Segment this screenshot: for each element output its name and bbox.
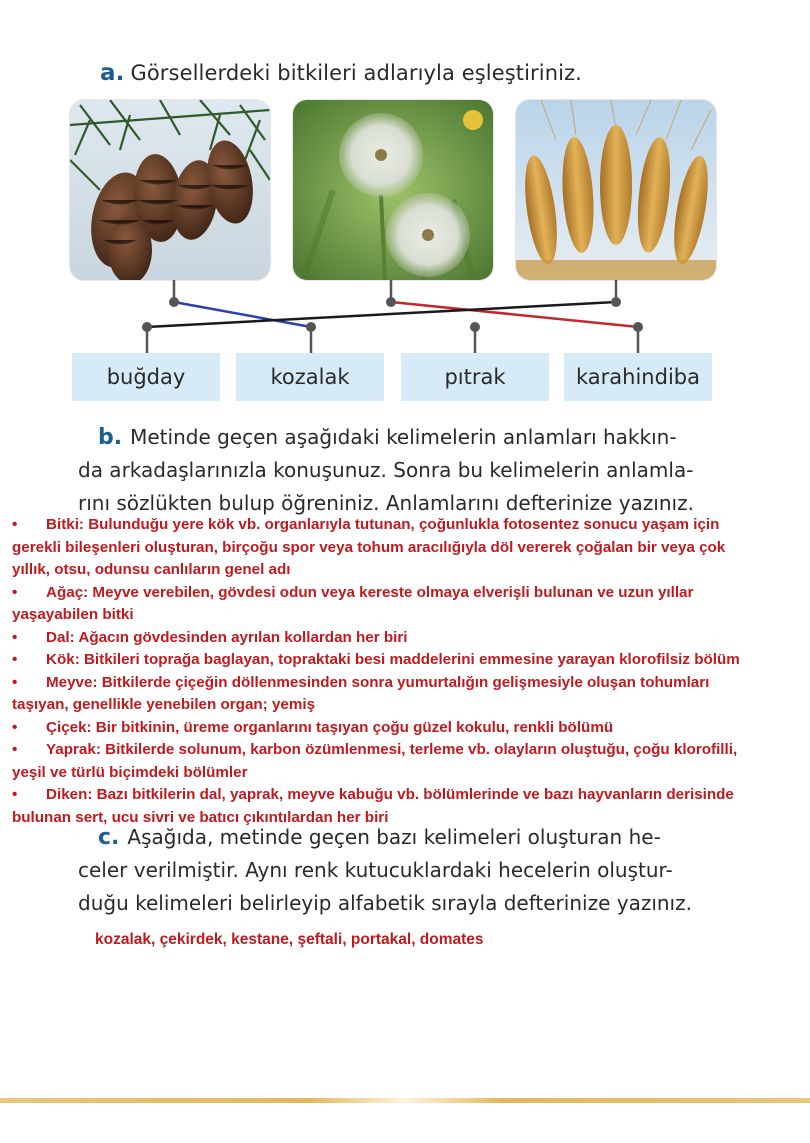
definition-text: gerekli bileşenleri oluşturan, birçoğu spor veya tohum aracılığıyla döl vererek çoğalan bir veya çok bbox=[12, 538, 726, 556]
section-a-instruction: Görsellerdeki bitkileri adlarıyla eşleştiriniz. bbox=[130, 61, 582, 85]
wheat-image bbox=[516, 100, 716, 280]
section-c-letter: c. bbox=[98, 825, 120, 850]
definition-item bbox=[12, 582, 802, 627]
section-c-line: duğu kelimeleri belirleyip alfabetik sırayla defterinize yazınız. bbox=[78, 891, 692, 915]
definition-text: Meyve: Bitkilerde çiçeğin döllenmesinden sonra yumurtalığın gelişmesiyle oluşan tohumları bbox=[46, 673, 710, 691]
section-b-line: rını sözlükten bulup öğreniniz. Anlamlarını defterinize yazınız. bbox=[78, 491, 694, 515]
section-b-line bbox=[78, 421, 738, 454]
word-box-kozalak: kozalak bbox=[236, 353, 384, 401]
section-b-line: da arkadaşlarınızla konuşunuz. Sonra bu kelimelerin anlamla- bbox=[78, 458, 694, 482]
section-c-line-text: Aşağıda, metinde geçen bazı kelimeleri oluşturan he- bbox=[127, 825, 661, 849]
definition-text: Çiçek: Bir bitkinin, üreme organlarını taşıyan çoğu güzel kokulu, renkli bölümü bbox=[46, 718, 614, 736]
definition-text: Dal: Ağacın gövdesinden ayrılan kollardan her biri bbox=[46, 628, 408, 646]
definition-text: Diken: Bazı bitkilerin dal, yaprak, meyve kabuğu vb. bölümlerinde ve bazı hayvanların derisinde bbox=[46, 786, 734, 803]
pine-cone-illustration bbox=[70, 100, 270, 280]
definition-item bbox=[12, 739, 802, 784]
matching-lines bbox=[0, 280, 810, 355]
definition-text: Kök: Bitkileri toprağa baglayan, topraktaki besi maddelerini emmesine yarayan klorofilsiz bölüm bbox=[46, 651, 740, 668]
definitions-list bbox=[12, 514, 802, 829]
definition-text: Ağaç: Meyve verebilen, gövdesi odun veya kereste olmaya elverişli bulunan ve uzun yıllar bbox=[46, 583, 694, 601]
word-box-bugday: buğday bbox=[72, 353, 220, 401]
definition-text: bulunan sert, ucu sivri ve batıcı çıkıntılardan her biri bbox=[12, 808, 389, 826]
bullet: • bbox=[12, 516, 18, 533]
section-b-letter: b. bbox=[98, 425, 123, 450]
bullet: • bbox=[12, 741, 18, 758]
definition-item bbox=[12, 649, 802, 672]
definition-item bbox=[12, 717, 802, 740]
section-c-answer: kozalak, çekirdek, kestane, şeftali, portakal, domates bbox=[95, 931, 484, 948]
word-box-karahindiba: karahindiba bbox=[564, 353, 712, 401]
section-c-line bbox=[78, 821, 738, 854]
definition-text: Bitki: Bulunduğu yere kök vb. organlarıyla tutunan, çoğunlukla fotosentez sonucu yaşam için bbox=[46, 516, 720, 533]
definition-text: yıllık, otsu, odunsu canlıların genel adı bbox=[12, 561, 291, 578]
section-b-paragraph bbox=[78, 421, 738, 520]
definition-text: yeşil ve türlü biçimdeki bölümler bbox=[12, 763, 248, 781]
definition-text: Yaprak: Bitkilerde solunum, karbon özümlenmesi, terleme vb. olayların oluştuğu, çoğu klorofilli, bbox=[46, 741, 738, 758]
link-dandelion-karahindiba bbox=[391, 302, 638, 327]
bullet: • bbox=[12, 786, 18, 803]
bullet: • bbox=[12, 583, 18, 601]
section-b-line-text: Metinde geçen aşağıdaki kelimelerin anlamları hakkın- bbox=[130, 425, 677, 449]
section-c-paragraph bbox=[78, 821, 738, 920]
footer-divider bbox=[0, 1098, 810, 1103]
dandelion-image bbox=[293, 100, 493, 280]
pine-cone-image bbox=[70, 100, 270, 280]
link-wheat-bugday bbox=[147, 302, 616, 327]
definition-item bbox=[12, 672, 802, 717]
definition-item bbox=[12, 627, 802, 650]
bullet: • bbox=[12, 628, 18, 646]
dandelion-illustration bbox=[293, 100, 493, 280]
section-a-letter: a. bbox=[100, 60, 125, 86]
word-box-pitrak: pıtrak bbox=[401, 353, 549, 401]
bullet: • bbox=[12, 673, 18, 691]
wheat-illustration bbox=[516, 100, 716, 280]
definition-item bbox=[12, 514, 802, 582]
section-c-line: celer verilmiştir. Aynı renk kutucuklardaki hecelerin oluştur- bbox=[78, 858, 673, 882]
definition-text: taşıyan, genellikle yenebilen organ; yemiş bbox=[12, 696, 316, 713]
definition-text: yaşayabilen bitki bbox=[12, 606, 134, 623]
bullet: • bbox=[12, 651, 18, 668]
bullet: • bbox=[12, 718, 18, 736]
section-a-heading bbox=[100, 60, 582, 86]
